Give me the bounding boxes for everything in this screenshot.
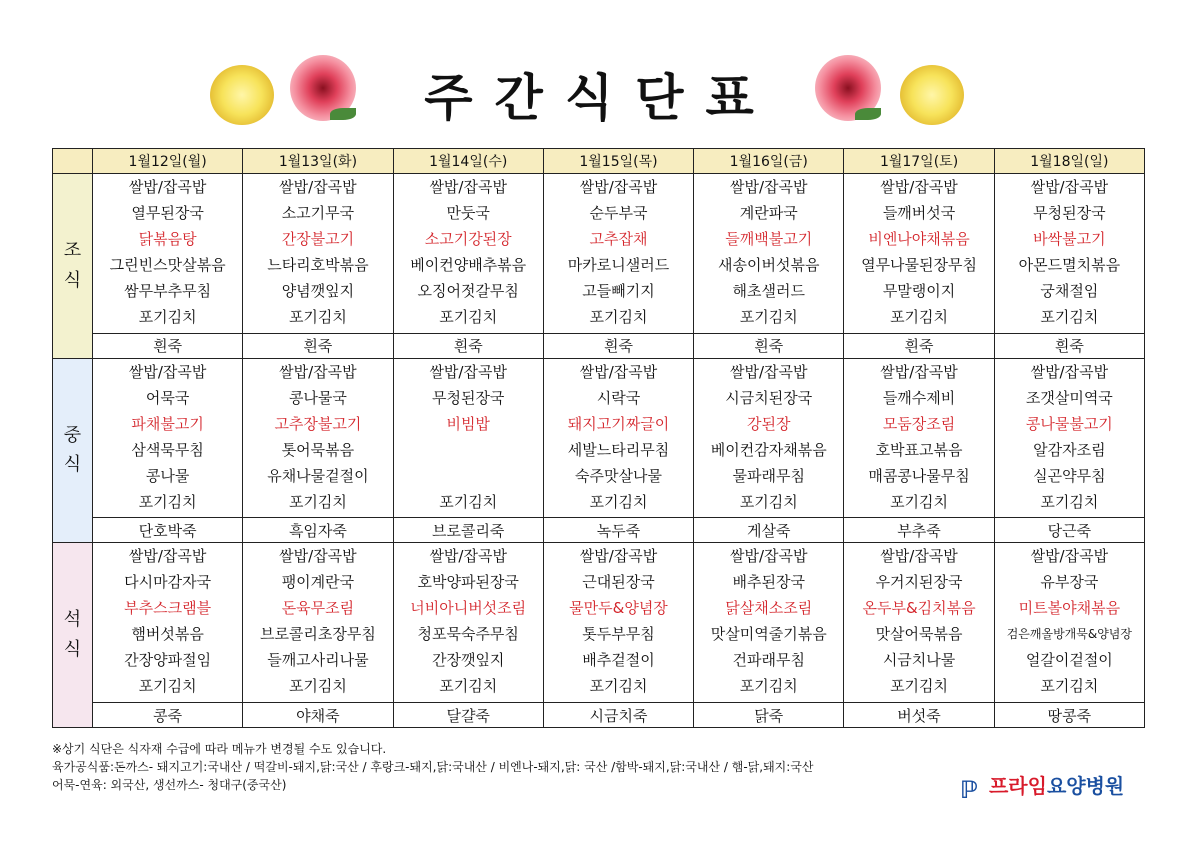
menu-item: 팽이계란국 [281, 573, 355, 592]
menu-item: 베이컨감자채볶음 [710, 440, 827, 459]
lunch-row [53, 358, 1145, 518]
porridge-cell: 흰죽 [393, 333, 543, 358]
menu-cell [393, 358, 543, 518]
header [0, 40, 1200, 130]
day-header: 1월12일(월) [93, 149, 243, 174]
menu-cell [243, 358, 393, 518]
porridge-cell: 야채죽 [243, 703, 393, 728]
menu-item: 유부장국 [1040, 573, 1099, 592]
menu-item: 쌀밥/잡곡밥 [279, 547, 357, 566]
menu-item: 어묵국 [145, 388, 190, 407]
menu-item: 포기김치 [439, 677, 498, 696]
menu-cell [694, 358, 844, 518]
menu-item: 쌀밥/잡곡밥 [880, 178, 958, 196]
main-dish: 닭살채소조림 [725, 599, 813, 618]
menu-item: 포기김치 [1040, 308, 1099, 326]
dinner-label [53, 543, 93, 728]
menu-cell [994, 543, 1144, 703]
menu-item [394, 463, 543, 489]
menu-item: 톳두부무침 [582, 625, 655, 644]
day-header: 1월15일(목) [543, 149, 693, 174]
menu-item: 포기김치 [890, 308, 949, 326]
menu-item: 세발느타리무침 [567, 440, 670, 459]
menu-cell [393, 543, 543, 703]
porridge-cell: 당근죽 [994, 518, 1144, 543]
menu-item: 알감자조림 [1033, 440, 1106, 459]
menu-item: 포기김치 [890, 677, 949, 696]
menu-item: 톳어묵볶음 [281, 440, 355, 459]
day-header: 1월13일(화) [243, 149, 393, 174]
corner-cell [53, 149, 93, 174]
menu-cell [543, 358, 693, 518]
menu-item: 쌀밥/잡곡밥 [279, 178, 357, 196]
main-dish: 소고기강된장 [424, 230, 512, 248]
menu-item: 매콤콩나물무침 [868, 466, 970, 485]
menu-cell [393, 174, 543, 334]
main-dish: 돈육무조림 [281, 599, 355, 618]
logo-text-1: 프라임 [988, 774, 1047, 798]
menu-item: 간장양파절임 [124, 651, 212, 670]
menu-item: 들깨수제비 [882, 388, 956, 407]
main-dish: 파채불고기 [131, 414, 204, 433]
menu-item: 쌀밥/잡곡밥 [880, 547, 958, 566]
menu-item: 포기김치 [138, 308, 197, 326]
porridge-cell: 버섯죽 [844, 703, 994, 728]
main-dish: 돼지고기짜글이 [567, 414, 670, 433]
menu-item: 포기김치 [739, 677, 798, 696]
hospital-logo [960, 770, 1125, 804]
logo-text-2: 요양병원 [1046, 774, 1125, 798]
breakfast-row [53, 174, 1145, 334]
main-dish: 모둠장조림 [882, 414, 956, 433]
menu-item: 포기김치 [288, 308, 347, 326]
menu-item: 무청된장국 [431, 388, 505, 407]
menu-item: 포기김치 [288, 492, 347, 511]
menu-item [394, 437, 543, 463]
menu-cell [543, 543, 693, 703]
porridge-cell: 부추죽 [844, 518, 994, 543]
main-dish: 비엔나야채볶음 [868, 230, 970, 248]
note-line: 어묵-연육: 외국산, 생선까스- 청대구(중국산) [52, 778, 287, 792]
porridge-cell: 달걀죽 [393, 703, 543, 728]
menu-item: 쌀밥/잡곡밥 [128, 362, 207, 381]
porridge-cell: 닭죽 [694, 703, 844, 728]
lunch-label [53, 358, 93, 543]
menu-cell [844, 358, 994, 518]
menu-item: 다시마감자국 [124, 573, 212, 592]
hospital-p-icon: ℙ [960, 775, 978, 804]
menu-item: 순두부국 [589, 204, 648, 222]
porridge-cell: 브로콜리죽 [393, 518, 543, 543]
meal-label-char: 중 [63, 424, 82, 446]
menu-item: 베이컨양배추볶음 [410, 256, 527, 274]
note-line: 육가공식품:돈까스- 돼지고기:국내산 / 떡갈비-돼지,닭:국산 / 후랑크-돼지,닭:국내산 / 비엔나-돼지,닭: 국산 /함박-돼지,닭:국내산 / 햄-닭,돼지:국산 [52, 760, 814, 774]
menu-item: 포기김치 [589, 677, 648, 696]
lunch-porridge-row [53, 518, 1145, 543]
main-dish: 고추잡채 [589, 230, 648, 248]
menu-item: 쌀밥/잡곡밥 [730, 178, 808, 196]
menu-item: 검은깨올방개묵&양념장 [1006, 627, 1132, 642]
menu-item: 쌀밥/잡곡밥 [730, 547, 808, 566]
menu-item: 숙주맛살나물 [575, 466, 662, 485]
porridge-cell: 흰죽 [694, 333, 844, 358]
menu-item: 무말랭이지 [882, 282, 956, 300]
menu-item: 쌀밥/잡곡밥 [429, 178, 507, 196]
meal-label-char: 석 [63, 609, 82, 631]
menu-item: 브로콜리초장무침 [259, 625, 376, 644]
menu-item: 쌀밥/잡곡밥 [880, 362, 958, 381]
menu-item: 쌀밥/잡곡밥 [1030, 362, 1109, 381]
menu-item: 궁채절임 [1040, 282, 1099, 300]
menu-item: 해초샐러드 [732, 282, 805, 300]
main-dish: 바싹불고기 [1033, 230, 1106, 248]
main-dish: 들깨백불고기 [725, 230, 813, 248]
menu-item: 포기김치 [739, 492, 798, 511]
menu-item: 새송이버섯볶음 [718, 256, 820, 274]
porridge-cell: 게살죽 [694, 518, 844, 543]
menu-item: 아몬드멸치볶음 [1018, 256, 1121, 274]
menu-item: 쌀밥/잡곡밥 [1030, 547, 1109, 566]
main-dish: 너비아니버섯조림 [410, 599, 527, 618]
menu-item: 쌀밥/잡곡밥 [429, 547, 507, 566]
menu-item: 들깨버섯국 [882, 204, 956, 222]
meal-label-char: 식 [63, 639, 82, 661]
porridge-cell: 흑임자죽 [243, 518, 393, 543]
main-dish: 비빔밥 [446, 414, 490, 433]
menu-cell [243, 543, 393, 703]
porridge-cell: 흰죽 [844, 333, 994, 358]
menu-item: 조갯살미역국 [1025, 388, 1113, 407]
leaf-icon [855, 108, 881, 120]
menu-item: 열무된장국 [131, 204, 204, 222]
menu-cell [694, 174, 844, 334]
menu-item: 청포묵숙주무침 [417, 625, 519, 644]
menu-item: 콩나물국 [288, 388, 347, 407]
menu-item: 만둣국 [446, 204, 490, 222]
main-dish: 물만두&양념장 [569, 599, 668, 618]
porridge-cell: 흰죽 [994, 333, 1144, 358]
menu-item: 계란파국 [739, 204, 798, 222]
meal-label-char: 식 [63, 454, 82, 476]
menu-item: 맛살미역줄기볶음 [710, 625, 827, 644]
menu-item: 포기김치 [138, 492, 197, 511]
main-dish: 온두부&김치볶음 [862, 599, 976, 618]
menu-item: 마카로니샐러드 [567, 256, 670, 274]
menu-item: 포기김치 [1040, 677, 1099, 696]
meal-label-char: 조 [63, 240, 82, 262]
menu-item: 포기김치 [739, 308, 798, 326]
menu-item: 양념깻잎지 [281, 282, 355, 300]
main-dish: 닭볶음탕 [138, 230, 197, 248]
porridge-cell: 흰죽 [543, 333, 693, 358]
day-header: 1월18일(일) [994, 149, 1144, 174]
menu-item: 시락국 [596, 388, 641, 407]
menu-cell [694, 543, 844, 703]
main-dish: 콩나물불고기 [1025, 414, 1113, 433]
main-dish: 부추스크램블 [124, 599, 212, 618]
menu-item: 실곤약무침 [1033, 466, 1106, 485]
menu-item: 포기김치 [439, 308, 498, 326]
porridge-cell: 시금치죽 [543, 703, 693, 728]
menu-item: 쌀밥/잡곡밥 [579, 547, 658, 566]
meal-table [52, 148, 1145, 728]
menu-item: 그린빈스맛살볶음 [109, 256, 226, 274]
menu-item: 쌀밥/잡곡밥 [730, 362, 808, 381]
menu-item: 배추겉절이 [582, 651, 655, 670]
menu-item: 포기김치 [439, 492, 498, 511]
menu-item: 포기김치 [890, 492, 949, 511]
menu-item: 쌈무부추무침 [124, 282, 212, 300]
menu-item: 얼갈이겉절이 [1025, 651, 1113, 670]
menu-item: 쌀밥/잡곡밥 [579, 362, 658, 381]
yellow-rose-icon [900, 65, 964, 125]
menu-item: 배추된장국 [732, 573, 805, 592]
porridge-cell: 콩죽 [93, 703, 243, 728]
menu-item: 시금치된장국 [725, 388, 813, 407]
menu-item: 간장깻잎지 [431, 651, 505, 670]
main-dish: 미트볼야채볶음 [1018, 599, 1121, 618]
main-dish: 간장불고기 [281, 230, 355, 248]
menu-cell [994, 358, 1144, 518]
porridge-cell: 흰죽 [243, 333, 393, 358]
day-header-row [53, 149, 1145, 174]
menu-cell [543, 174, 693, 334]
menu-cell [93, 543, 243, 703]
menu-item: 들깨고사리나물 [267, 651, 369, 670]
menu-item: 오징어젓갈무침 [417, 282, 519, 300]
menu-item: 물파래무침 [732, 466, 805, 485]
menu-item: 근대된장국 [582, 573, 655, 592]
menu-item: 쌀밥/잡곡밥 [128, 178, 207, 196]
menu-cell [844, 174, 994, 334]
menu-item: 무청된장국 [1033, 204, 1106, 222]
porridge-cell: 땅콩죽 [994, 703, 1144, 728]
menu-item: 소고기무국 [281, 204, 355, 222]
menu-cell [844, 543, 994, 703]
menu-cell [93, 358, 243, 518]
dinner-porridge-row [53, 703, 1145, 728]
menu-item: 포기김치 [1040, 492, 1099, 511]
menu-item: 포기김치 [589, 308, 648, 326]
menu-item: 쌀밥/잡곡밥 [429, 362, 507, 381]
dinner-row [53, 543, 1145, 703]
menu-item: 쌀밥/잡곡밥 [128, 547, 207, 566]
menu-item: 포기김치 [288, 677, 347, 696]
menu-item: 쌀밥/잡곡밥 [279, 362, 357, 381]
menu-item: 햄버섯볶음 [131, 625, 204, 644]
menu-item: 느타리호박볶음 [267, 256, 369, 274]
day-header: 1월16일(금) [694, 149, 844, 174]
meal-label-char: 식 [63, 269, 82, 291]
menu-item: 맛살어묵볶음 [875, 625, 963, 644]
porridge-cell: 녹두죽 [543, 518, 693, 543]
menu-item: 유채나물겉절이 [267, 466, 369, 485]
menu-item: 콩나물 [145, 466, 190, 485]
day-header: 1월17일(토) [844, 149, 994, 174]
page-title: 주간식단표 [424, 69, 776, 127]
menu-item: 열무나물된장무침 [861, 256, 977, 274]
porridge-cell: 단호박죽 [93, 518, 243, 543]
menu-item: 삼색묵무침 [131, 440, 204, 459]
breakfast-label [53, 174, 93, 359]
note-line: ※상기 식단은 식자재 수급에 따라 메뉴가 변경될 수도 있습니다. [52, 742, 387, 756]
menu-item: 고들빼기지 [582, 282, 655, 300]
menu-item: 쌀밥/잡곡밥 [1030, 178, 1109, 196]
porridge-cell: 흰죽 [93, 333, 243, 358]
menu-item: 호박양파된장국 [417, 573, 519, 592]
notes [52, 740, 814, 794]
menu-item: 쌀밥/잡곡밥 [579, 178, 658, 196]
menu-cell [994, 174, 1144, 334]
yellow-rose-icon [210, 65, 274, 125]
menu-item: 시금치나물 [882, 651, 956, 670]
menu-item: 우거지된장국 [875, 573, 963, 592]
menu-item: 포기김치 [138, 677, 197, 696]
breakfast-porridge-row [53, 333, 1145, 358]
main-dish: 강된장 [747, 414, 791, 433]
menu-cell [93, 174, 243, 334]
menu-item: 호박표고볶음 [875, 440, 963, 459]
menu-item: 포기김치 [589, 492, 648, 511]
day-header: 1월14일(수) [393, 149, 543, 174]
menu-item: 건파래무침 [732, 651, 805, 670]
menu-cell [243, 174, 393, 334]
main-dish: 고추장불고기 [274, 414, 362, 433]
leaf-icon [330, 108, 356, 120]
